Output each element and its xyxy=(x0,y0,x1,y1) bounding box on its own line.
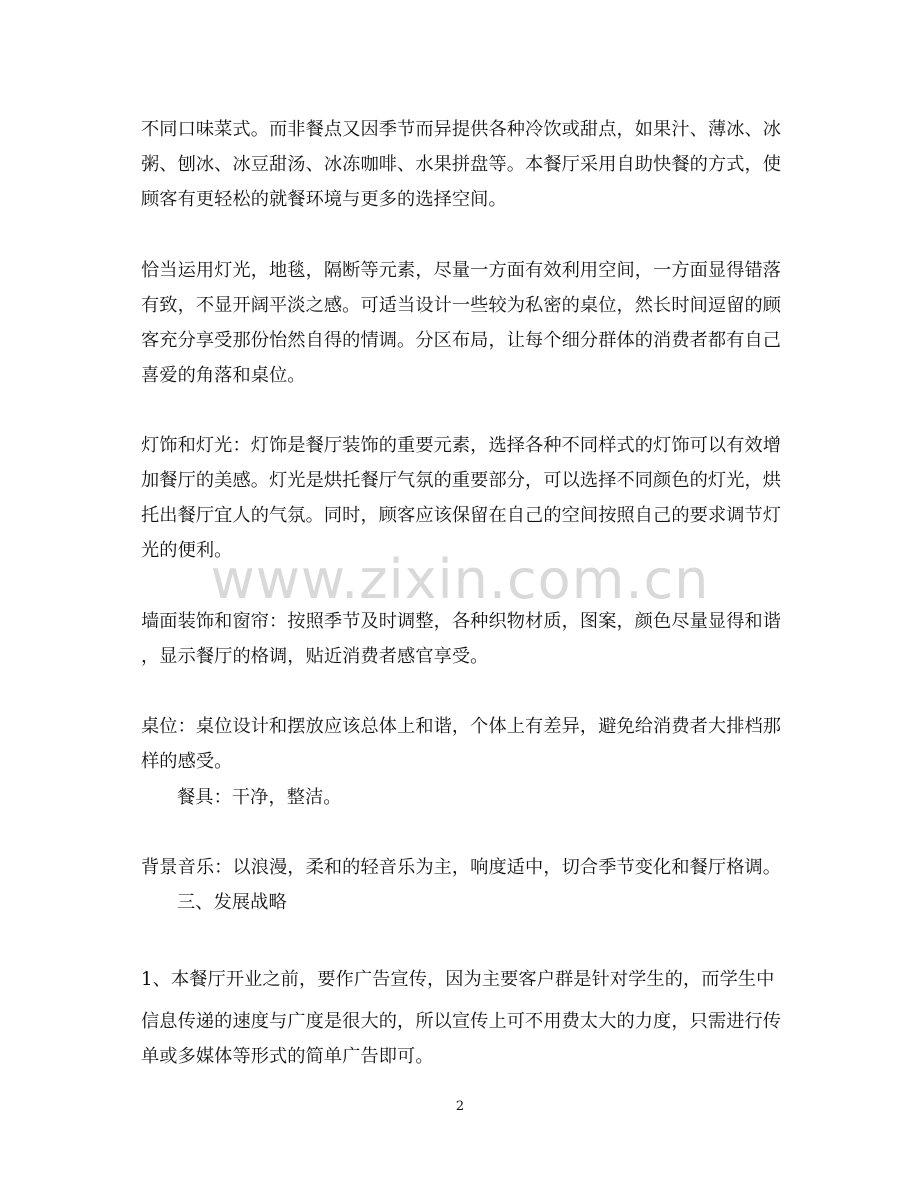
text-line: 不同口味菜式。而非餐点又因季节而异提供各种冷饮或甜点，如果汁、薄冰、冰 xyxy=(141,119,782,140)
text-line: 1、本餐厅开业之前，要作广告宣传，因为主要客户群是针对学生的，而学生中 xyxy=(141,969,775,990)
text-line: 灯饰和灯光：灯饰是餐厅装饰的重要元素，选择各种不同样式的灯饰可以有效增 xyxy=(141,435,782,456)
text-line: 顾客有更轻松的就餐环境与更多的选择空间。 xyxy=(141,189,507,210)
text-line: 有致，不显开阔平淡之感。可适当设计一些较为私密的桌位，然长时间逗留的顾 xyxy=(141,295,782,316)
text-line: 墙面装饰和窗帘：按照季节及时调整，各种织物材质，图案，颜色尽量显得和谐 xyxy=(141,611,782,632)
text-line: 单或多媒体等形式的简单广告即可。 xyxy=(141,1046,434,1067)
section-heading: 三、发展战略 xyxy=(177,892,287,913)
text-line: 样的感受。 xyxy=(141,751,233,772)
text-line: 餐具：干净，整洁。 xyxy=(177,787,342,808)
text-line: 客充分享受那份怡然自得的情调。分区布局，让每个细分群体的消费者都有自己 xyxy=(141,330,782,351)
text-line: ，显示餐厅的格调，贴近消费者感官享受。 xyxy=(141,646,489,667)
watermark: www.zixin.com.cn xyxy=(210,548,710,611)
text-line: 桌位：桌位设计和摆放应该总体上和谐，个体上有差异，避免给消费者大排档那 xyxy=(141,716,782,737)
text-line: 光的便利。 xyxy=(141,540,233,561)
text-line: 粥、刨冰、冰豆甜汤、冰冻咖啡、水果拼盘等。本餐厅采用自助快餐的方式，使 xyxy=(141,154,782,175)
text-line: 喜爱的角落和桌位。 xyxy=(141,365,306,386)
page-number: 2 xyxy=(455,1099,465,1114)
text-line: 信息传递的速度与广度是很大的，所以宣传上可不用费太大的力度，只需进行传 xyxy=(141,1011,782,1032)
text-line: 背景音乐：以浪漫，柔和的轻音乐为主，响度适中，切合季节变化和餐厅格调。 xyxy=(141,857,782,878)
text-line: 托出餐厅宜人的气氛。同时，顾客应该保留在自己的空间按照自己的要求调节灯 xyxy=(141,505,782,526)
text-line: 加餐厅的美感。灯光是烘托餐厅气氛的重要部分，可以选择不同颜色的灯光，烘 xyxy=(141,470,782,491)
text-line: 恰当运用灯光，地毯，隔断等元素，尽量一方面有效利用空间，一方面显得错落 xyxy=(141,260,782,281)
